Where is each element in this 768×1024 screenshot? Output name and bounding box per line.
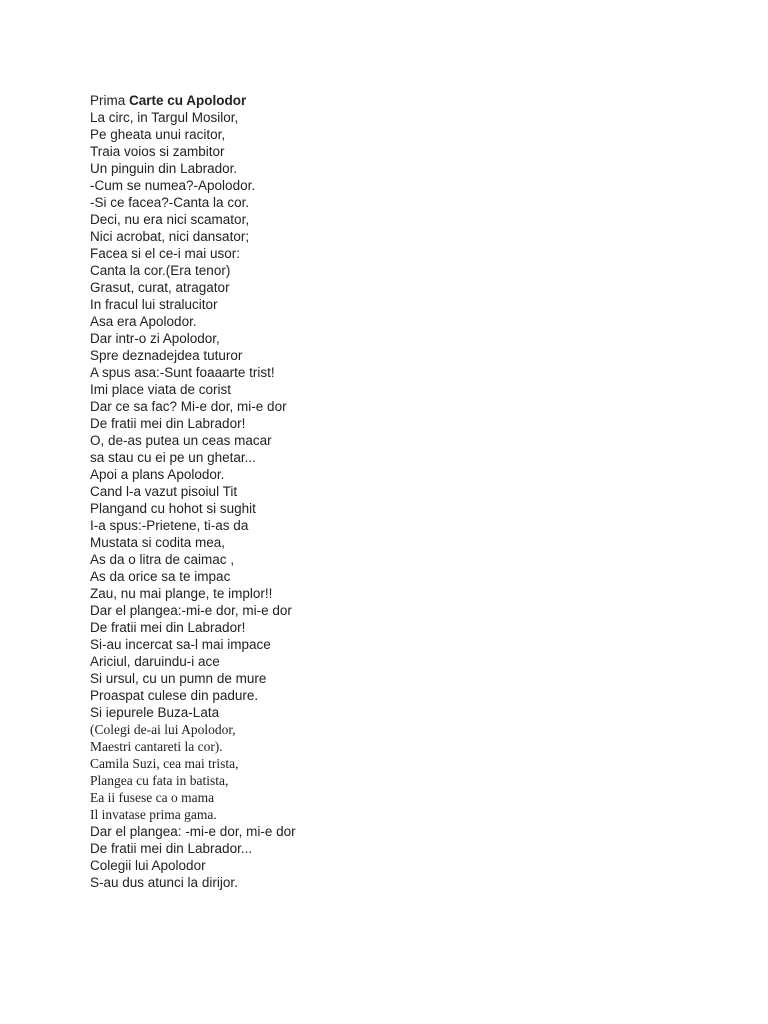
poem-line: Colegii lui Apolodor	[90, 858, 206, 873]
poem-line: Camila Suzi, cea mai trista,	[90, 756, 239, 771]
poem-line: Dar ce sa fac? Mi-e dor, mi-e dor	[90, 399, 287, 414]
poem-line: De fratii mei din Labrador!	[90, 620, 246, 635]
poem-line: Traia voios si zambitor	[90, 144, 225, 159]
poem-line: Plangea cu fata in batista,	[90, 773, 229, 788]
poem-line: Mustata si codita mea,	[90, 535, 226, 550]
poem-line: Un pinguin din Labrador.	[90, 161, 238, 176]
poem-line: As da orice sa te impac	[90, 569, 231, 584]
poem-line: O, de-as putea un ceas macar	[90, 433, 272, 448]
poem-line: Pe gheata unui racitor,	[90, 127, 226, 142]
poem-line: Deci, nu era nici scamator,	[90, 212, 250, 227]
poem-line: -Si ce facea?-Canta la cor.	[90, 195, 250, 210]
poem-line: De fratii mei din Labrador...	[90, 841, 253, 856]
poem-line: Grasut, curat, atragator	[90, 280, 230, 295]
poem-line: Maestri cantareti la cor).	[90, 739, 223, 754]
poem-line: Cand l-a vazut pisoiul Tit	[90, 484, 238, 499]
poem-line: Zau, nu mai plange, te implor!!	[90, 586, 273, 601]
title-prefix: Prima	[90, 93, 126, 108]
document-page	[90, 92, 690, 891]
poem-line: Si-au incercat sa-l mai impace	[90, 637, 271, 652]
poem-line: S-au dus atunci la dirijor.	[90, 875, 238, 890]
poem-line: In fracul lui stralucitor	[90, 297, 218, 312]
poem-line: A spus asa:-Sunt foaaarte trist!	[90, 365, 275, 380]
poem-line: Si ursul, cu un pumn de mure	[90, 671, 267, 686]
poem-line: Il invatase prima gama.	[90, 807, 217, 822]
title-bold: Carte cu Apolodor	[129, 93, 247, 108]
poem-line: Dar el plangea:-mi-e dor, mi-e dor	[90, 603, 292, 618]
poem-line: La circ, in Targul Mosilor,	[90, 110, 239, 125]
poem-line: Imi place viata de corist	[90, 382, 232, 397]
poem-line: sa stau cu ei pe un ghetar...	[90, 450, 256, 465]
poem-line: I-a spus:-Prietene, ti-as da	[90, 518, 249, 533]
poem-line: Spre deznadejdea tuturor	[90, 348, 243, 363]
poem-line: Dar intr-o zi Apolodor,	[90, 331, 220, 346]
poem-line: Ariciul, daruindu-i ace	[90, 654, 220, 669]
poem-line: (Colegi de-ai lui Apolodor,	[90, 722, 236, 737]
poem-line: As da o litra de caimac ,	[90, 552, 235, 567]
poem-line: Si iepurele Buza-Lata	[90, 705, 220, 720]
poem-line: Ea ii fusese ca o mama	[90, 790, 215, 805]
poem-title	[90, 92, 690, 109]
poem-line: Apoi a plans Apolodor.	[90, 467, 225, 482]
poem-line: Nici acrobat, nici dansator;	[90, 229, 250, 244]
poem-line: Dar el plangea: -mi-e dor, mi-e dor	[90, 824, 296, 839]
poem-line: -Cum se numea?-Apolodor.	[90, 178, 256, 193]
poem-line: Asa era Apolodor.	[90, 314, 197, 329]
poem-line: De fratii mei din Labrador!	[90, 416, 246, 431]
poem-line: Facea si el ce-i mai usor:	[90, 246, 241, 261]
poem-line: Proaspat culese din padure.	[90, 688, 259, 703]
poem-line: Canta la cor.(Era tenor)	[90, 263, 231, 278]
poem-line: Plangand cu hohot si sughit	[90, 501, 256, 516]
